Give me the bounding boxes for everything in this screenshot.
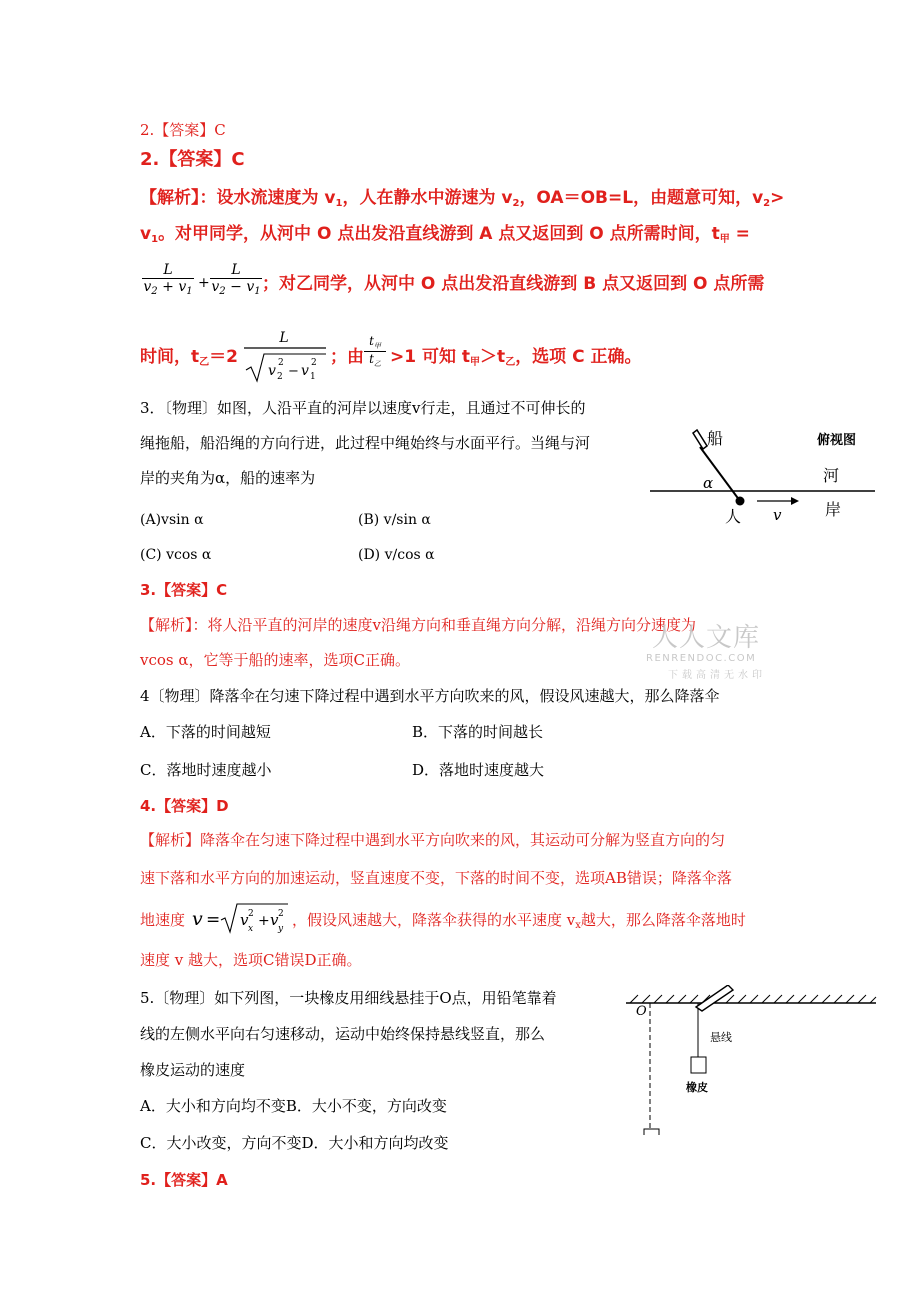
- q2-sqrt-sub1: 1: [310, 372, 316, 382]
- q3-boat-shape: [693, 430, 707, 449]
- q3-label-person: 人: [725, 507, 742, 525]
- q5-stem-line1: 5.〔物理〕如下列图，一块橡皮用细线悬挂于O点，用铅笔靠着: [140, 989, 557, 1007]
- q3-person-dot: [736, 497, 745, 506]
- q5-ceiling-hatch: [630, 995, 876, 1003]
- watermark-site: RENRENDOC.COM: [646, 653, 757, 664]
- q5-label-eraser: 橡皮: [686, 1081, 708, 1094]
- q4-formula-sub-x: x: [248, 924, 254, 934]
- q3-option-a: (A)vsin α: [140, 512, 204, 528]
- q2-explain-line4-start: 时间，$t_乙=2$: [140, 347, 238, 368]
- q3-label-river: 河: [823, 466, 840, 485]
- q2-explain-line1: 【解析】：设水流速度为 $v_1$，人在静水中游速为 $v_2$，OA＝OB=L，由题意可知，$v_2>$: [140, 188, 785, 209]
- q4-stem: 4〔物理〕降落伞在匀速下降过程中遇到水平方向吹来的风，假设风速越大，那么降落伞: [140, 687, 720, 705]
- q5-options-ab: A．大小和方向均不变B．大小不变，方向改变: [140, 1097, 447, 1115]
- watermark-tagline: 下载高清无水印: [668, 670, 766, 681]
- q2-sqrt-v1: v: [301, 363, 309, 379]
- q2-sqrt-v2: v: [268, 363, 276, 379]
- q2-explain-line3: ；对乙同学，从河中 O 点出发沿直线游到 B 点又返回到 O 点所需: [262, 274, 765, 294]
- q2-sqrt-num: L: [279, 330, 289, 346]
- q5-label-thread: 悬线: [710, 1031, 732, 1044]
- q5-figure: [618, 985, 880, 1135]
- q3-figure: [645, 425, 880, 525]
- q4-formula-exp-y: 2: [278, 909, 284, 919]
- q4-explain-line1: 【解析】降落伞在匀速下降过程中遇到水平方向吹来的风，其运动可分解为竖直方向的匀: [140, 831, 726, 849]
- q4-explain-line3-start: 地速度: [140, 911, 186, 929]
- q3-stem-line3: 岸的夹角为α，船的速率为: [140, 469, 316, 487]
- q4-option-a: A．下落的时间越短: [140, 723, 271, 741]
- q2-sqrt-fraction: [242, 326, 328, 386]
- q2-sqrt-exp1: 2: [311, 358, 317, 368]
- q3-option-b: (B) v∕sin α: [358, 512, 431, 528]
- q4-option-c: C．落地时速度越小: [140, 761, 272, 779]
- q2-sqrt-exp2: 2: [278, 358, 284, 368]
- q3-label-bank: 岸: [825, 500, 842, 519]
- q3-explain-line2: vcos α，它等于船的速率，选项C正确。: [140, 651, 410, 669]
- q4-formula-exp-x: 2: [248, 909, 254, 919]
- q2-answer: 2.【答案】C: [140, 149, 245, 170]
- q4-explain-line2: 速下落和水平方向的加速运动，竖直速度不变，下落的时间不变，选项AB错误；降落伞落: [140, 869, 732, 887]
- q3-label-alpha: α: [703, 474, 714, 492]
- q5-answer: 5.【答案】A: [140, 1171, 228, 1189]
- q4-explain-line4: 速度 v 越大，选项C错误D正确。: [140, 951, 362, 969]
- q3-stem-line2: 绳拖船，船沿绳的方向行进，此过程中绳始终与水面平行。当绳与河: [140, 434, 591, 452]
- q3-explain-line1: 【解析】：将人沿平直的河岸的速度v沿绳方向和垂直绳方向分解，沿绳方向分速度为: [140, 616, 696, 634]
- q3-answer: 3.【答案】C: [140, 581, 228, 599]
- q2-fraction-sum: L $v_2 + v_1$: [143, 262, 193, 297]
- q4-formula-sub-y: y: [278, 924, 284, 934]
- q4-answer: 4.【答案】D: [140, 797, 229, 815]
- q3-option-d: (D) v∕cos α: [358, 547, 435, 563]
- q5-pencil: [696, 985, 733, 1011]
- q3-option-c: (C) vcos α: [140, 547, 212, 563]
- q3-label-view: 俯视图: [817, 433, 857, 448]
- q3-label-v: v: [773, 506, 782, 524]
- q4-formula-v: v: [192, 908, 203, 930]
- q2-fraction-diff: L $v_2 - v_1$: [211, 262, 261, 297]
- q3-stem-line1: 3．〔物理〕如图，人沿平直的河岸以速度v行走，且通过不可伸长的: [140, 399, 586, 417]
- q4-speed-formula: [190, 900, 290, 938]
- q2-answer-small: 2.【答案】C: [140, 121, 226, 139]
- q5-stem-line2: 线的左侧水平向右匀速移动，运动中始终保持悬线竖直，那么: [140, 1025, 546, 1043]
- q4-formula-vx: v: [240, 911, 249, 929]
- q5-options-cd: C．大小改变，方向不变D．大小和方向均改变: [140, 1134, 449, 1152]
- q2-explain-line4-end: >1 可知 $t_甲>t_乙$，选项 C 正确。: [390, 347, 642, 368]
- q2-explain-line2: $v_1$。对甲同学，从河中 O 点出发沿直线游到 A 点又返回到 O 点所需时间，$t_甲$ =: [140, 224, 750, 245]
- q3-label-boat: 船: [707, 429, 724, 448]
- q4-explain-line3-end: ，假设风速越大，降落伞获得的水平速度 $v_x$越大，那么降落伞落地时: [292, 911, 746, 931]
- q5-eraser: [691, 1057, 706, 1073]
- q5-eraser-final: [644, 1129, 659, 1135]
- q5-label-o: O: [636, 1004, 647, 1019]
- q2-sqrt-minus: −: [288, 364, 299, 379]
- q5-stem-line3: 橡皮运动的速度: [140, 1061, 246, 1079]
- q4-formula-plus: +: [258, 913, 270, 929]
- q4-option-d: D．落地时速度越大: [412, 761, 545, 779]
- q2-sqrt-sub2: 2: [277, 372, 283, 382]
- q2-plus: +: [198, 275, 210, 291]
- q2-explain-line4-mid: ；由: [330, 347, 364, 367]
- q4-option-b: B．下落的时间越长: [412, 723, 544, 741]
- q2-time-ratio: $t_甲$ $t_乙$: [364, 334, 386, 369]
- q4-formula-vy: v: [270, 911, 279, 929]
- q4-formula-eq: =: [206, 910, 221, 930]
- watermark-brand: 人人文库: [652, 623, 761, 653]
- q3-velocity-arrowhead: [791, 497, 799, 505]
